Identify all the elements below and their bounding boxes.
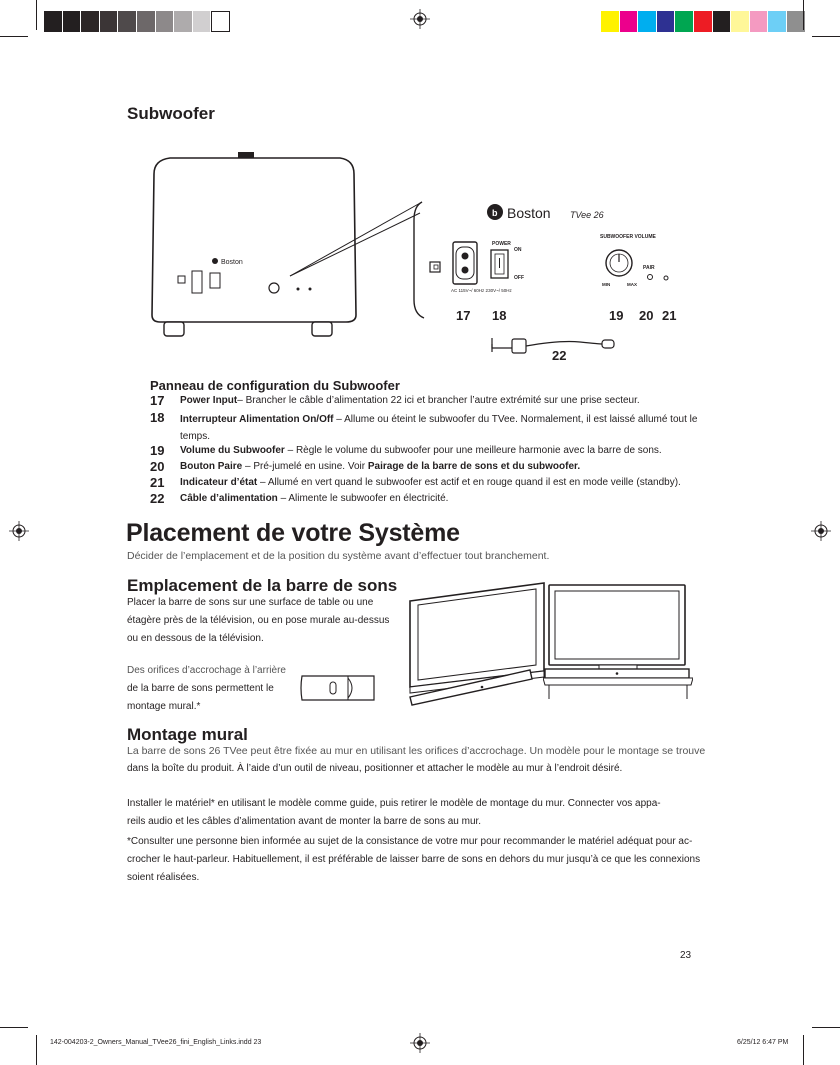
color-swatch: [731, 11, 750, 32]
process-color-bar: [601, 11, 806, 32]
off-label: OFF: [514, 275, 524, 281]
callout-20: 20: [639, 308, 654, 323]
soundbar-location-title: Emplacement de la barre de sons: [127, 576, 398, 595]
item-number: 20: [150, 459, 165, 474]
placement-subtitle: Décider de l’emplacement et de la position du système avant d’effectuer tout branchement.: [127, 550, 550, 562]
text-line: reils audio et les câbles d’alimentation avant de monter la barre de sons au mur.: [127, 816, 482, 827]
item-number: 17: [150, 393, 165, 408]
registration-mark-icon: [410, 9, 430, 29]
color-swatch: [620, 11, 639, 32]
text-line: soient réalisées.: [127, 872, 200, 883]
crop-mark: [812, 1027, 840, 1028]
max-label: MAX: [627, 282, 637, 287]
item-number: 21: [150, 475, 165, 490]
crop-mark: [0, 1027, 28, 1028]
registration-mark-icon: [410, 1033, 430, 1053]
item-label: Indicateur d’état: [180, 477, 258, 488]
status-led: [664, 276, 668, 280]
item-link-text: Pairage de la barre de sons et du subwoofer.: [367, 461, 581, 472]
placement-title: Placement de votre Système: [126, 519, 460, 547]
callout-22: 22: [552, 348, 567, 360]
text-line: montage mural.*: [127, 701, 201, 712]
crop-mark: [803, 0, 804, 30]
volume-label: SUBWOOFER VOLUME: [600, 234, 656, 240]
text-line: étagère près de la télévision, ou en pose murale au-dessus: [127, 615, 390, 626]
item-label: Câble d’alimentation: [180, 493, 278, 504]
text-line: de la barre de sons permettent le: [127, 683, 274, 694]
crop-mark: [0, 36, 28, 37]
text-line: Installer le matériel* en utilisant le modèle comme guide, puis retirer le modèle de montage du mur. Connecter vos appa-: [127, 798, 661, 809]
sub-foot: [312, 322, 332, 336]
color-swatch: [100, 11, 119, 32]
power-label: POWER: [492, 241, 511, 247]
panel-title: Panneau de configuration du Subwoofer: [150, 378, 400, 393]
min-label: MIN: [602, 282, 611, 287]
crop-mark: [812, 36, 840, 37]
color-swatch: [601, 11, 620, 32]
wall-paragraph-2: [127, 795, 727, 831]
power-plug: [512, 339, 526, 353]
color-swatch: [638, 11, 657, 32]
pair-button: [648, 275, 653, 280]
item-text: – Allume ou éteint le subwoofer du TVee. Normalement, il est laissé allumé tout le temps.: [180, 414, 698, 442]
item-label: Interrupteur Alimentation On/Off: [180, 414, 334, 425]
footer-filename: 142-004203-2_Owners_Manual_TVee26_fini_English_Links.indd 23: [50, 1039, 262, 1046]
text-line: Des orifices d’accrochage à l’arrière: [127, 665, 286, 676]
color-swatch: [657, 11, 676, 32]
color-swatch: [81, 11, 100, 32]
item-label: Power Input: [180, 395, 238, 406]
color-swatch: [211, 11, 230, 32]
wall-paragraph-1: [127, 742, 727, 778]
color-swatch: [174, 11, 193, 32]
sub-top-tab: [238, 152, 254, 158]
text-line: *Consulter une personne bien informée au sujet de la consistance de votre mur pour recommander le matériel adéquat pour ac-: [127, 836, 693, 847]
item-text: – Alimente le subwoofer en électricité.: [277, 493, 449, 504]
text-line: La barre de sons 26 TVee peut être fixée au mur en utilisant les orifices d’accrochage. Un modèle pour le montage se trouve: [127, 745, 706, 757]
color-swatch: [694, 11, 713, 32]
model-label: TVee 26: [570, 210, 604, 220]
color-swatch: [118, 11, 137, 32]
registration-mark-icon: [811, 521, 831, 541]
footer-date: 6/25/12 6:47 PM: [737, 1039, 789, 1046]
registration-mark-icon: [9, 521, 29, 541]
power-input-socket: [453, 242, 477, 284]
callout-19: 19: [609, 308, 624, 323]
callout-21: 21: [662, 308, 677, 323]
color-swatch: [44, 11, 63, 32]
item-label: Bouton Paire: [180, 461, 243, 472]
item-label: Volume du Subwoofer: [180, 445, 285, 456]
color-swatch: [193, 11, 212, 32]
subwoofer-title: Subwoofer: [127, 104, 215, 123]
holes-paragraph: [127, 662, 307, 716]
sub-foot: [164, 322, 184, 336]
color-swatch: [156, 11, 175, 32]
brand-label: Boston: [507, 205, 551, 221]
on-label: ON: [514, 247, 522, 253]
pair-label: PAIR: [643, 265, 655, 271]
color-swatch: [750, 11, 769, 32]
location-paragraph: [127, 594, 397, 648]
color-swatch: [713, 11, 732, 32]
subwoofer-body: [152, 158, 356, 322]
small-port: [430, 262, 440, 272]
svg-text:b: b: [492, 208, 498, 218]
item-text: – Règle le volume du subwoofer pour une meilleure harmonie avec la barre de sons.: [284, 445, 662, 456]
color-swatch: [137, 11, 156, 32]
crop-mark: [36, 0, 37, 30]
color-swatch: [63, 11, 82, 32]
item-text: – Brancher le câble d’alimentation 22 ici et brancher l’autre extrémité sur une prise secteur.: [237, 395, 640, 406]
text-line: ou en dessous de la télévision.: [127, 633, 264, 644]
wall-mount-title: Montage mural: [127, 725, 248, 744]
wall-paragraph-3: [127, 833, 727, 887]
subwoofer-diagram: [140, 150, 700, 360]
tv-wall-illustration: [402, 573, 552, 707]
power-cord: [526, 342, 602, 347]
soundbar-rear-illustration: [300, 672, 378, 704]
color-swatch: [768, 11, 787, 32]
grayscale-color-bar: [44, 11, 230, 32]
crop-mark: [803, 1035, 804, 1065]
tv-table-illustration: [543, 573, 693, 707]
item-text: – Pré-jumelé en usine. Voir: [242, 461, 368, 472]
color-swatch: [675, 11, 694, 32]
item-number: 19: [150, 443, 165, 458]
text-line: crocher le haut-parleur. Habituellement, il est préférable de laisser barre de sons en dehors du mur jusqu’à ce que les connexions: [127, 854, 701, 865]
sub-small-brand: Boston: [221, 259, 243, 266]
callout-17: 17: [456, 308, 471, 323]
item-number: 18: [150, 410, 165, 425]
page-number: 23: [680, 950, 692, 961]
callout-18: 18: [492, 308, 507, 323]
text-line: Placer la barre de sons sur une surface de table ou une: [127, 597, 374, 608]
item-text: – Allumé en vert quand le subwoofer est actif et en rouge quand il est en mode veille (standby).: [257, 477, 681, 488]
crop-mark: [36, 1035, 37, 1065]
ac-label: AC 115V~/ 60Hz 230V~/ 50Hz: [451, 288, 512, 293]
item-number: 22: [150, 491, 165, 506]
text-line: dans la boîte du produit. À l’aide d’un outil de niveau, positionner et attacher le modèle au mur à l’endroit désiré.: [127, 763, 623, 774]
